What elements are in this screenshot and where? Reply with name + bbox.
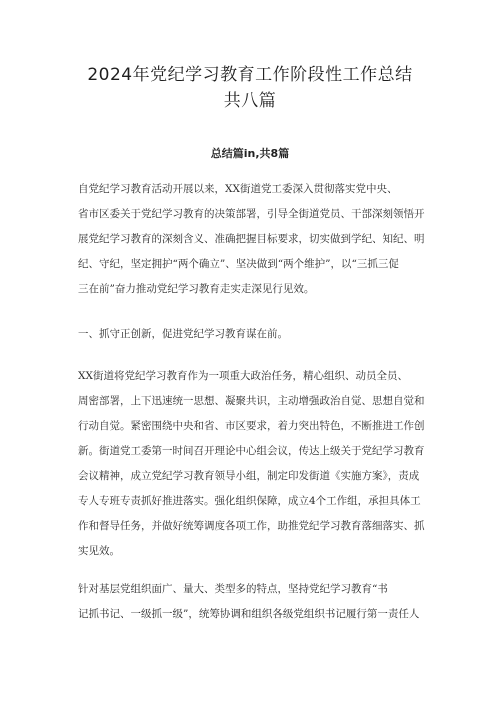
text-line: 作和督导任务，并做好统筹调度各项工作，助推党纪学习教育落细落实、抓	[78, 520, 425, 532]
document-subtitle: 总结篇in,共8篇	[210, 147, 290, 160]
text-line: 纪、守纪，坚定拥护“两个确立”、坚决做到“两个维护”，以“三抓三促	[78, 258, 399, 270]
text-line: 会议精神，成立党纪学习教育领导小组，制定印发街道《实施方案》，责成	[78, 470, 420, 482]
paragraph-grassroots	[78, 577, 438, 627]
text-line: 省市区委关于党纪学习教育的决策部署，引导全街道党员、干部深刻领悟开	[78, 208, 425, 220]
text-line: 新。街道党工委第一时间召开理论中心组会议，传达上级关于党纪学习教育	[78, 445, 425, 457]
document-title-line-2: 共八篇	[223, 91, 277, 111]
text-line: 三在前”奋力推动党纪学习教育走实走深见行见效。	[78, 283, 315, 295]
paragraph-intro	[78, 177, 438, 302]
text-line: 实见效。	[78, 545, 120, 557]
text-line: 行动自觉。紧密围绕中央和省、市区要求，着力突出特色，不断推进工作创	[78, 420, 425, 432]
text-line: XX街道将党纪学习教育作为一项重大政治任务，精心组织、动员全员、	[78, 370, 408, 382]
text-line: 自党纪学习教育活动开展以来，XX街道党工委深入贯彻落实党中央、	[78, 183, 398, 195]
text-line: 专人专班专责抓好推进落实。强化组织保障，成立4个工作组，承担具体工	[78, 495, 421, 507]
text-line: 记抓书记、一级抓一级”，统筹协调和组织各级党组织书记履行第一责任人	[78, 608, 420, 620]
document-title-line-1: 2024年党纪学习教育工作阶段性工作总结	[87, 65, 413, 85]
paragraph-section-1	[78, 364, 438, 564]
text-line: 周密部署，上下迅速统一思想、凝聚共识，主动增强政治自觉、思想自觉和	[78, 395, 425, 407]
text-line: 展党纪学习教育的深刻含义、准确把握目标要求，切实做到学纪、知纪、明	[78, 233, 425, 245]
text-line: 一、抓守正创新，促进党纪学习教育谋在前。	[78, 328, 288, 340]
text-line: 针对基层党组织面广、量大、类型多的特点，坚持党纪学习教育“书	[78, 583, 388, 595]
section-heading-1	[78, 322, 438, 347]
